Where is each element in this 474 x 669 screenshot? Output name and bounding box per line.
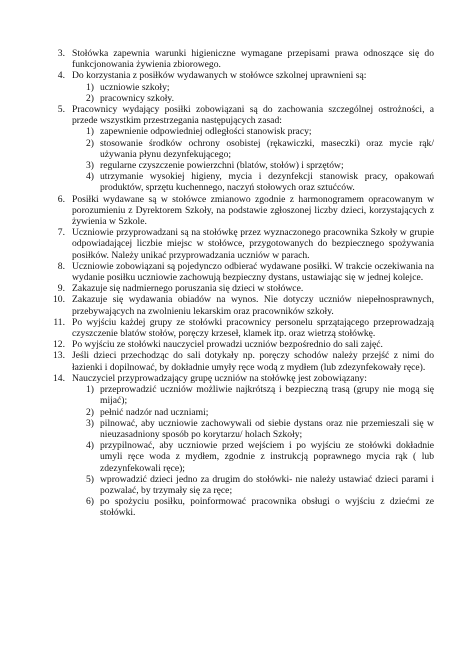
- sub-item-number: 3): [86, 417, 94, 429]
- sub-item: [72, 384, 434, 406]
- sub-item-number: 4): [86, 171, 94, 183]
- item-number: 9.: [57, 283, 65, 295]
- list-item: [44, 283, 434, 294]
- list-item: [44, 261, 434, 283]
- item-text: [72, 339, 434, 350]
- list-item: [44, 339, 434, 350]
- sub-item-number: 2): [86, 137, 94, 149]
- sub-item: [72, 138, 434, 160]
- sub-item-text: pracownicy szkoły.: [100, 92, 174, 104]
- numbered-list: [44, 48, 434, 519]
- item-number: 3.: [57, 48, 65, 59]
- list-item: [44, 48, 434, 70]
- sub-item-number: 1): [86, 384, 94, 396]
- list-item: [44, 70, 434, 104]
- item-paragraph: Uczniowie przyprowadzani są na stołówkę przez wyznaczonego pracownika Szkoły w grupie odpowiadającej liczbie miejsc w stołówce, przygotowanych do bezpiecznego spożywania posiłków. Należy unikać przyprowadzania uczniów w parach.: [72, 227, 434, 261]
- sub-item-number: 4): [86, 440, 94, 452]
- item-number: 4.: [57, 70, 65, 82]
- sub-item: [72, 160, 434, 171]
- item-paragraph: Stołówka zapewnia warunki higieniczne wymagane przepisami prawa odnoszące się do funkcjonowania żywienia zbiorowego.: [72, 48, 434, 71]
- sub-item-number: 1): [86, 81, 94, 93]
- sub-item-number: 3): [86, 160, 94, 172]
- sub-item: [72, 440, 434, 474]
- sub-item: [72, 474, 434, 496]
- item-number: 6.: [57, 193, 65, 205]
- item-text: [72, 350, 434, 372]
- item-number: 5.: [57, 104, 65, 116]
- item-number: 7.: [57, 227, 65, 239]
- sub-item-text: pełnić nadzór nad uczniami;: [100, 406, 209, 418]
- list-item: [44, 104, 434, 194]
- item-number: 12.: [53, 339, 65, 351]
- sub-item-number: 2): [86, 92, 94, 104]
- item-text: [72, 317, 434, 339]
- sub-item-number: 2): [86, 406, 94, 418]
- item-paragraph: Do korzystania z posiłków wydawanych w stołówce szkolnej uprawnieni są:: [72, 70, 367, 82]
- sub-item-text: wprowadzić dzieci jedno za drugim do stołówki- nie należy ustawiać dzieci parami i pozwalać, by trzymały się za ręce;: [100, 473, 434, 496]
- item-text: [72, 283, 434, 294]
- sub-item-number: 6): [86, 496, 94, 508]
- item-paragraph: Pracownicy wydający posiłki zobowiązani są do zachowania szczególnej ostrożności, a przede wszystkim przestrzegania następujących zasad:: [72, 104, 434, 127]
- item-paragraph: Po wyjściu ze stołówki nauczyciel prowadzi uczniów bezpośrednio do sali zajęć.: [72, 339, 383, 351]
- sub-item: [72, 93, 434, 104]
- sub-item: [72, 126, 434, 137]
- item-text: [72, 373, 434, 519]
- item-text: [72, 294, 434, 316]
- sub-item-text: zapewnienie odpowiedniej odległości stanowisk pracy;: [100, 126, 312, 138]
- item-paragraph: Jeśli dzieci przechodząc do sali dotykały np. poręczy schodów należy przejść z nimi do łazienki i dopilnować, by dokładnie umyły ręce wodą z mydłem (lub zdezynfekowały ręce).: [72, 350, 434, 373]
- item-number: 11.: [53, 316, 65, 328]
- sub-item-text: regularne czyszczenie powierzchni (blatów, stołów) i sprzętów;: [100, 160, 344, 172]
- sub-item-text: utrzymanie wysokiej higieny, mycia i dezynfekcji stanowisk pracy, opakowań produktów, sprzętu kuchennego, naczyń stołowych oraz sztućców.: [100, 171, 434, 194]
- item-text: [72, 227, 434, 261]
- item-paragraph: Posiłki wydawane są w stołówce zmianowo zgodnie z harmonogramem opracowanym w porozumieniu z Dyrektorem Szkoły, na podstawie zgłoszonej liczby dzieci, korzystających z żywienia w Szkole.: [72, 193, 434, 228]
- sub-item-text: przypilnować, aby uczniowie przed wejściem i po wyjściu ze stołówki dokładnie umyli ręce woda z mydłem, zgodnie z instrukcją poprawnego mycia rąk ( lub zdezynfekowali ręce);: [100, 440, 434, 474]
- item-paragraph: Po wyjściu każdej grupy ze stołówki pracownicy personelu sprzątającego przeprowadzają czyszczenie blatów stołów, poręczy krzeseł, klamek itp. oraz wietrzą stołówkę.: [72, 316, 434, 340]
- item-paragraph: Zakazuje się wydawania obiadów na wynos. Nie dotyczy uczniów niepełnosprawnych, przebywających na zwolnieniu lekarskim oraz pracowników szkoły.: [72, 294, 434, 317]
- list-item: [44, 227, 434, 261]
- list-item: [44, 194, 434, 228]
- list-item: [44, 294, 434, 316]
- item-text: [72, 194, 434, 228]
- sub-item-text: po spożyciu posiłku, poinformować pracownika obsługi o wyjściu z dziećmi ze stołówki.: [100, 496, 434, 519]
- item-number: 13.: [53, 350, 65, 362]
- sub-item-number: 1): [86, 126, 94, 138]
- item-number: 8.: [57, 260, 65, 272]
- sub-item-text: stosowanie środków ochrony osobistej (rękawiczki, maseczki) oraz mycie rąk/ używania płynu dezynfekującego;: [100, 137, 434, 160]
- sub-item-number: 5): [86, 473, 94, 485]
- sub-item-text: uczniowie szkoły;: [100, 81, 170, 93]
- sub-item: [72, 418, 434, 440]
- sub-item-text: przeprowadzić uczniów możliwie najkrótszą i bezpieczną trasą (grupy nie mogą się mijać);: [100, 384, 434, 407]
- sub-item-text: pilnować, aby uczniowie zachowywali od siebie dystans oraz nie przemieszali się w nieuzasadniony sposób po korytarzu/ holach Szkoły;: [100, 417, 434, 440]
- item-paragraph: Nauczyciel przyprowadzający grupę uczniów na stołówkę jest zobowiązany:: [72, 372, 367, 384]
- item-text: [72, 70, 434, 104]
- item-number: 14.: [53, 372, 65, 384]
- sub-item: [72, 407, 434, 418]
- item-text: [72, 48, 434, 70]
- list-item: [44, 350, 434, 372]
- sub-item: [72, 496, 434, 518]
- item-text: [72, 261, 434, 283]
- item-paragraph: Zakazuje się nadmiernego poruszania się dzieci w stołówce.: [72, 283, 304, 295]
- sub-item: [72, 82, 434, 93]
- item-number: 10.: [53, 294, 65, 306]
- sub-item: [72, 171, 434, 193]
- list-item: [44, 373, 434, 519]
- list-item: [44, 317, 434, 339]
- item-text: [72, 104, 434, 194]
- item-paragraph: Uczniowie zobowiązani są pojedynczo odbierać wydawane posiłki. W trakcie oczekiwania na wydanie posiłku uczniowie zachowują bezpieczny dystans, ustawiając się w jednej kolejce.: [72, 260, 434, 284]
